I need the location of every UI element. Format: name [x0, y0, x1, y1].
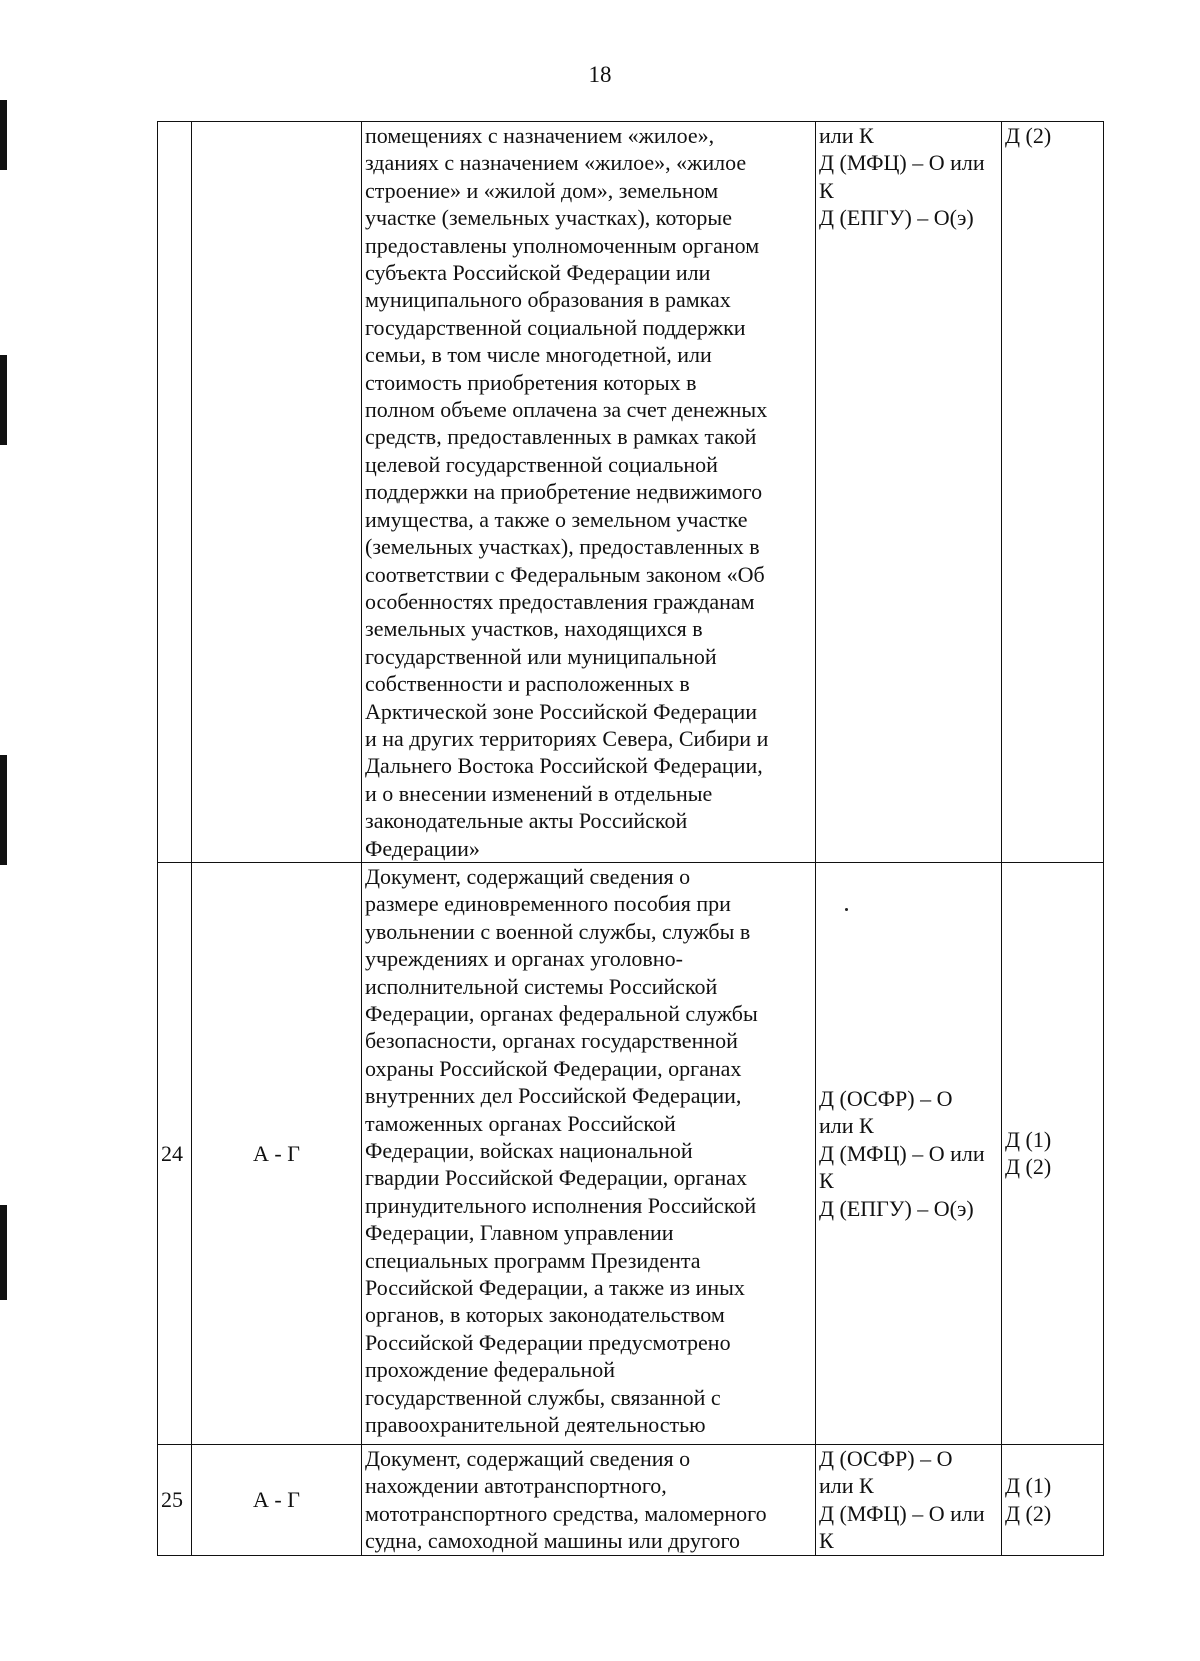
- table-row: [158, 122, 1104, 863]
- source-cell: [816, 122, 1002, 863]
- text-line: полном объеме оплачена за счет денежных: [365, 397, 768, 423]
- text-line: средств, предоставленных в рамках такой: [365, 424, 757, 450]
- text-line: Д (ОСФР) – О: [819, 1085, 953, 1111]
- text-line: размере единовременного пособия при: [365, 891, 731, 917]
- scan-edge-mark: [0, 755, 7, 865]
- text-line: Дальнего Востока Российской Федерации,: [365, 753, 763, 779]
- text-line: Российской Федерации, а также из иных: [365, 1275, 745, 1301]
- text-line: или К: [819, 123, 874, 148]
- method-cell: [1002, 122, 1104, 863]
- text-line: государственной или муниципальной: [365, 643, 717, 669]
- text-line: гвардии Российской Федерации, органах: [365, 1165, 747, 1191]
- text-line: органов, в которых законодательством: [365, 1302, 725, 1328]
- scan-edge-mark: [0, 100, 7, 170]
- page-number: 18: [588, 62, 612, 87]
- text-line: нахождении автотранспортного,: [365, 1473, 667, 1499]
- text-line: принудительного исполнения Российской: [365, 1192, 757, 1218]
- text-line: исполнительной системы Российской: [365, 973, 718, 999]
- text-line: Федерации»: [365, 835, 480, 861]
- text-line: охраны Российской Федерации, органах: [365, 1055, 742, 1081]
- text-line: Д (2): [1005, 1154, 1052, 1180]
- scan-edge-mark: [0, 1205, 7, 1300]
- text-line: Документ, содержащий сведения о: [365, 1445, 691, 1471]
- text-line: муниципального образования в рамках: [365, 287, 731, 313]
- text-line: строение» и «жилой дом», земельном: [365, 177, 719, 203]
- document-cell: [362, 1444, 816, 1555]
- text-line: Д (МФЦ) – О или: [819, 1140, 985, 1166]
- text-line: Федерации, войсках национальной: [365, 1138, 693, 1164]
- text-line: земельных участков, находящихся в: [365, 616, 703, 642]
- category-cell: [192, 122, 362, 863]
- text-line: Российской Федерации предусмотрено: [365, 1329, 731, 1355]
- method-cell: [1002, 1444, 1104, 1555]
- text-line: Д (ОСФР) – О: [819, 1445, 953, 1471]
- text-line: судна, самоходной машины или другого: [365, 1528, 740, 1554]
- text-line: поддержки на приобретение недвижимого: [365, 479, 763, 505]
- text-line: помещениях с назначением «жилое»,: [365, 123, 715, 148]
- text-line: предоставлены уполномоченным органом: [365, 232, 760, 258]
- text-line: учреждениях и органах уголовно-: [365, 946, 683, 972]
- text-line: мототранспортного средства, маломерного: [365, 1500, 767, 1526]
- text-line: Д (МФЦ) – О или: [819, 150, 985, 176]
- text-line: семьи, в том числе многодетной, или: [365, 342, 712, 368]
- text-line: безопасности, органах государственной: [365, 1028, 738, 1054]
- text-line: и о внесении изменений в отдельные: [365, 780, 713, 806]
- text-line: участке (земельных участках), которые: [365, 205, 732, 231]
- source-cell: [816, 1444, 1002, 1555]
- text-line: правоохранительной деятельностью: [365, 1412, 706, 1438]
- text-line: особенностях предоставления гражданам: [365, 588, 755, 614]
- text-line: государственной социальной поддержки: [365, 314, 746, 340]
- text-line: внутренних дел Российской Федерации,: [365, 1083, 742, 1109]
- text-line: субъекта Российской Федерации или: [365, 260, 711, 286]
- text-line: стоимость приобретения которых в: [365, 369, 697, 395]
- document-cell: [362, 862, 816, 1444]
- text-line: К: [819, 177, 834, 203]
- category-cell: А - Г: [192, 1444, 362, 1555]
- text-line: или К: [819, 1473, 874, 1499]
- text-line: Д (ЕПГУ) – О(э): [819, 205, 974, 231]
- text-line: законодательные акты Российской: [365, 808, 688, 834]
- text-line: и на других территориях Севера, Сибири и: [365, 725, 769, 751]
- method-cell: [1002, 862, 1104, 1444]
- table-row: [158, 1444, 1104, 1555]
- text-line: Д (2): [1005, 1500, 1052, 1526]
- text-line: или К: [819, 1113, 874, 1139]
- text-line: увольнении с военной службы, службы в: [365, 918, 751, 944]
- text-line: имущества, а также о земельном участке: [365, 506, 748, 532]
- text-line: государственной службы, связанной с: [365, 1384, 721, 1410]
- text-line: Федерации, Главном управлении: [365, 1220, 674, 1246]
- text-line: специальных программ Президента: [365, 1247, 701, 1273]
- row-number-cell: [158, 122, 192, 863]
- text-line: К: [819, 1528, 834, 1554]
- text-line: Арктической зоне Российской Федерации: [365, 698, 758, 724]
- row-number-cell: 25: [158, 1444, 192, 1555]
- text-line: Д (1): [1005, 1127, 1052, 1153]
- text-line: Д (МФЦ) – О или: [819, 1500, 985, 1526]
- source-cell: [816, 862, 1002, 1444]
- category-cell: А - Г: [192, 862, 362, 1444]
- table-row: [158, 862, 1104, 1444]
- text-line: Федерации, органах федеральной службы: [365, 1001, 758, 1026]
- text-line: Д (ЕПГУ) – О(э): [819, 1195, 974, 1221]
- text-line: зданиях с назначением «жилое», «жилое: [365, 150, 747, 176]
- scan-dot: [845, 908, 848, 911]
- scan-edge-mark: [0, 355, 7, 445]
- text-line: прохождение федеральной: [365, 1357, 616, 1383]
- text-line: Д (1): [1005, 1473, 1052, 1499]
- text-line: таможенных органах Российской: [365, 1110, 676, 1136]
- text-line: целевой государственной социальной: [365, 451, 718, 477]
- text-line: К: [819, 1168, 834, 1194]
- text-line: соответствии с Федеральным законом «Об: [365, 561, 765, 587]
- row-number-cell: 24: [158, 862, 192, 1444]
- document-table: [157, 121, 1104, 1556]
- document-cell: [362, 122, 816, 863]
- text-line: собственности и расположенных в: [365, 671, 690, 697]
- text-line: (земельных участках), предоставленных в: [365, 534, 760, 560]
- text-line: Д (2): [1005, 123, 1052, 148]
- text-line: Документ, содержащий сведения о: [365, 863, 691, 889]
